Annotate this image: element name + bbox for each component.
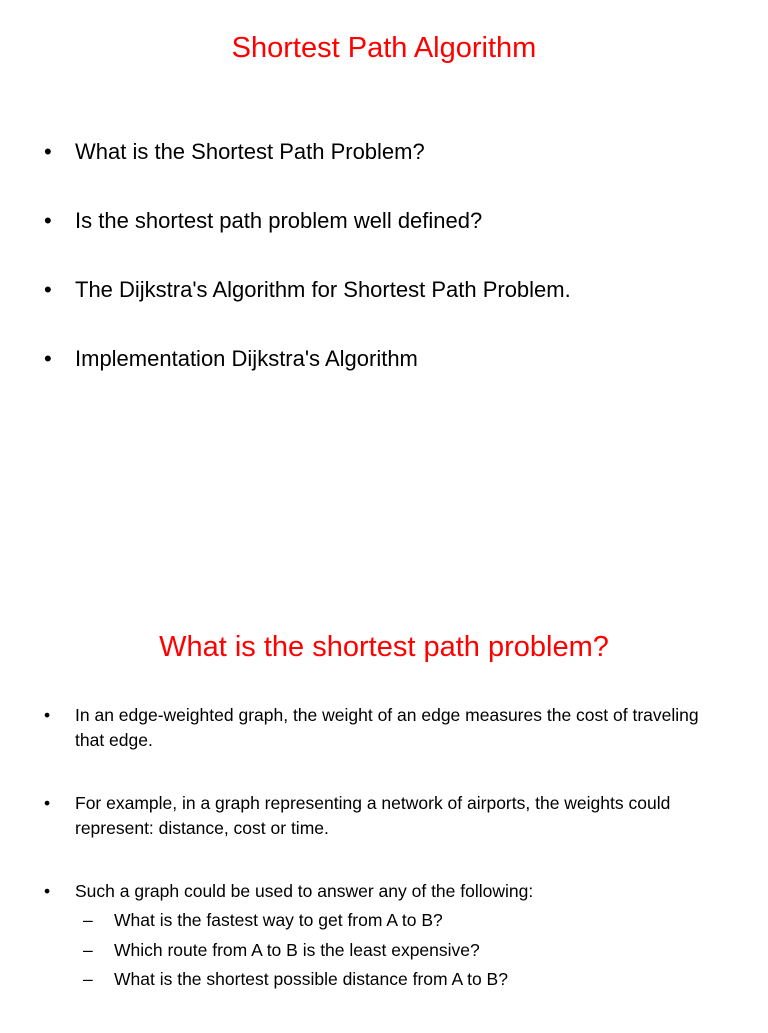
bullet-dot-icon: •	[44, 139, 52, 164]
slide-1-title: Shortest Path Algorithm	[231, 32, 537, 64]
bullet-item	[44, 703, 704, 753]
bullet-text: Is the shortest path problem well defined?	[75, 208, 483, 233]
dash-icon: –	[83, 969, 93, 989]
bullet-dot-icon: •	[44, 346, 52, 371]
sub-bullet-item	[83, 936, 704, 966]
bullet-text: The Dijkstra's Algorithm for Shortest Path Problem.	[75, 277, 571, 302]
bullet-text: In an edge-weighted graph, the weight of an edge measures the cost of traveling that edge.	[75, 705, 699, 750]
bullet-text: Such a graph could be used to answer any of the following:	[75, 881, 534, 901]
bullet-item	[44, 275, 744, 305]
bullet-item	[44, 137, 744, 167]
bullet-item	[44, 206, 744, 236]
bullet-dot-icon: •	[44, 208, 52, 233]
sub-bullet-text: What is the fastest way to get from A to B?	[114, 910, 443, 930]
sub-bullet-text: Which route from A to B is the least expensive?	[114, 939, 480, 960]
slide-2	[0, 512, 768, 1024]
dash-icon: –	[83, 910, 93, 930]
bullet-text: Implementation Dijkstra's Algorithm	[75, 346, 418, 371]
bullet-text: For example, in a graph representing a network of airports, the weights could represent: distance, cost or time.	[75, 793, 671, 838]
bullet-dot-icon: •	[44, 705, 51, 725]
dash-icon: –	[83, 939, 93, 960]
sub-bullet-item	[83, 906, 704, 936]
bullet-dot-icon: •	[44, 881, 51, 901]
slide-2-bullet-list	[44, 703, 704, 1033]
slide-1-bullet-list	[44, 137, 744, 413]
sub-bullet-list	[44, 906, 704, 995]
sub-bullet-text: What is the shortest possible distance from A to B?	[114, 969, 508, 989]
bullet-item	[44, 879, 704, 995]
bullet-dot-icon: •	[44, 793, 51, 813]
bullet-item	[44, 791, 704, 841]
bullet-text: What is the Shortest Path Problem?	[75, 139, 425, 164]
bullet-dot-icon: •	[44, 277, 52, 302]
sub-bullet-item	[83, 965, 704, 995]
bullet-item	[44, 344, 744, 374]
slide-1	[0, 0, 768, 512]
slide-2-title: What is the shortest path problem?	[159, 631, 609, 663]
